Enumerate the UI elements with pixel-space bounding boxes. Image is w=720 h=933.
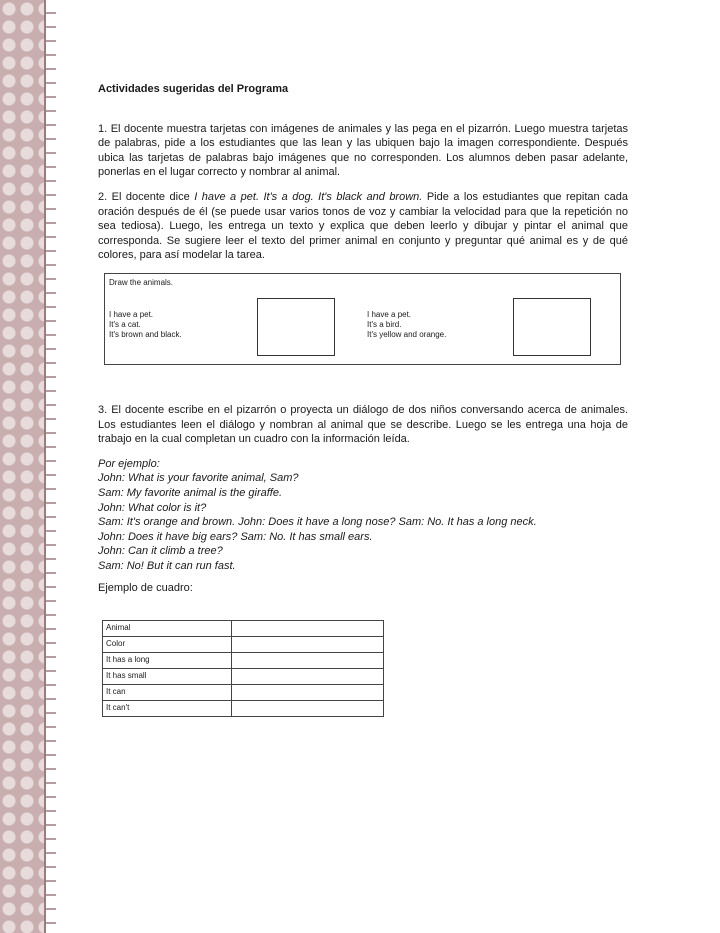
table-row: Color: [103, 637, 384, 653]
activity-1: 1. El docente muestra tarjetas con imágenes de animales y las pega en el pizarrón. Luego muestra tarjetas de palabras, pide a los estudiantes que las lean y las ubiquen bajo la imagen correspondiente. Después ubica las tarjetas de palabras bajo imágenes que no corresponden. Los alumnos deben pasar adelante, ponerlas en el lugar correcto y nombrar al animal.: [98, 122, 628, 179]
example-box-instruction: Draw the animals.: [109, 277, 174, 287]
dialog-line: John: What color is it?: [98, 501, 207, 514]
drawing-area-2: [513, 298, 591, 356]
activity-2: 2. El docente dice I have a pet. It's a dog. It's black and brown. Pide a los estudiantes que repitan cada oración después de él (se puede usar varios tonos de voz y cambiar la velocidad para que la repetición no sea tediosa). Luego, les entrega un texto y explica que deben leerlo y dibujar y pintar el animal que corresponda. Se sugiere leer el texto del primer animal en conjunto y preguntar qué animal es y de qué colores, para así modelar la tarea.: [98, 190, 628, 262]
activity-3: 3. El docente escribe en el pizarrón o proyecta un diálogo de dos niños conversando acerca de animales. Los estudiantes leen el diálogo y nombran al animal que se describe. Luego se les entrega una hoja de trabajo en la cual completan un cuadro con la información leída.: [98, 403, 628, 446]
document-page: [98, 82, 628, 717]
dialog-line: John: Can it climb a tree?: [98, 545, 223, 558]
dialog-example: [98, 457, 628, 574]
table-row: It can: [103, 685, 384, 701]
dialog-line: Sam: No! But it can run fast.: [98, 559, 236, 572]
example-table: [102, 620, 384, 717]
document-title: Actividades sugeridas del Programa: [98, 83, 289, 95]
table-label: Ejemplo de cuadro:: [98, 582, 193, 595]
drawing-area-1: [257, 298, 335, 356]
dialog-line: John: Does it have big ears? Sam: No. It has small ears.: [98, 530, 373, 543]
example-intro: Por ejemplo:: [98, 457, 160, 470]
pet-description-1: I have a pet. It's a cat. It's brown and black.: [109, 309, 182, 339]
table-row: Animal: [103, 621, 384, 637]
dialog-line: Sam: My favorite animal is the giraffe.: [98, 486, 283, 499]
table-row: It has small: [103, 669, 384, 685]
dialog-line: John: What is your favorite animal, Sam?: [98, 472, 299, 485]
dialog-line: Sam: It's orange and brown. John: Does it have a long nose? Sam: No. It has a long neck.: [98, 516, 537, 529]
example-box: [104, 273, 621, 365]
pet-description-2: I have a pet. It's a bird. It's yellow and orange.: [367, 309, 447, 339]
table-row: It can't: [103, 701, 384, 717]
table-row: It has a long: [103, 653, 384, 669]
notebook-ticks: [44, 0, 56, 933]
